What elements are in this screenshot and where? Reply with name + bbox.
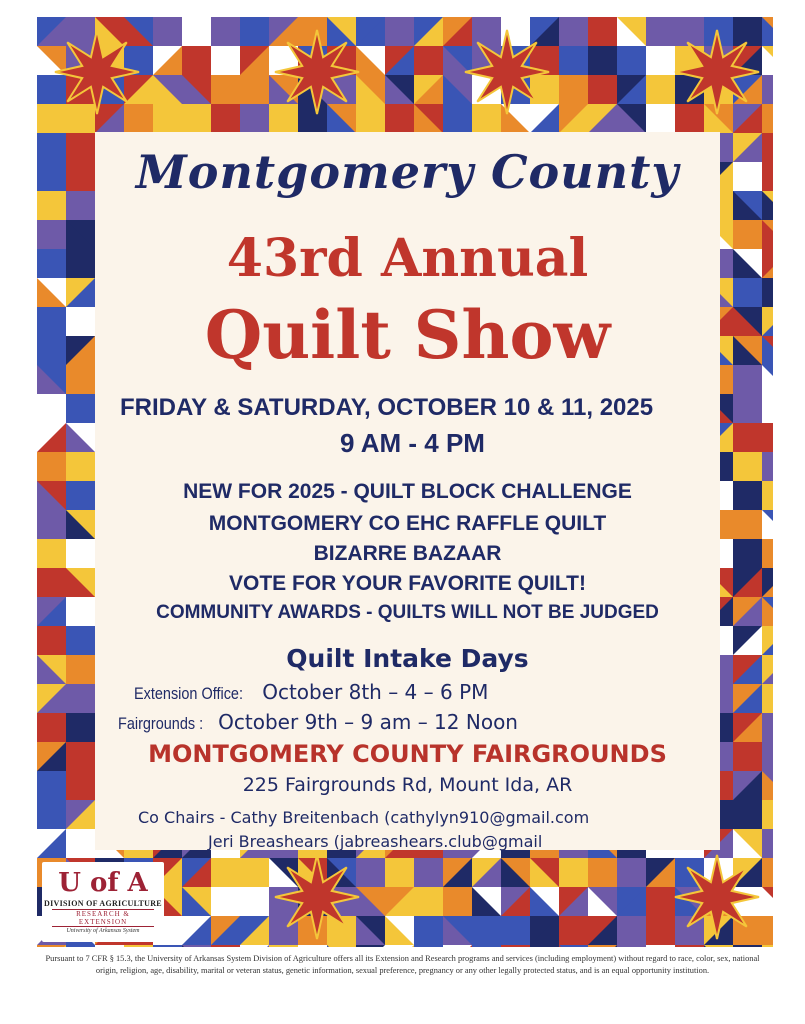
- feature-item: MONTGOMERY CO EHC RAFFLE QUILT: [208, 512, 607, 535]
- logo-system-text: University of Arkansas System: [66, 928, 140, 934]
- feature-item: BIZARRE BAZAAR: [313, 542, 502, 565]
- logo-division-text: DIVISION OF AGRICULTURE: [44, 899, 162, 908]
- intake-location-label: Extension Office:: [134, 684, 243, 703]
- intake-row-fairgrounds: [118, 710, 518, 734]
- intake-time: October 8th – 4 – 6 PM: [262, 680, 489, 704]
- venue-name: MONTGOMERY COUNTY FAIRGROUNDS: [148, 740, 667, 768]
- co-chair-contact: Co Chairs - Cathy Breitenbach (cathylyn910@gmail.com: [138, 808, 590, 827]
- uark-logo-mark: U of A: [58, 868, 148, 898]
- feature-item: NEW FOR 2025 - QUILT BLOCK CHALLENGE: [183, 480, 632, 503]
- nondiscrimination-disclaimer: Pursuant to 7 CFR § 15.3, the University of Arkansas System Division of Agriculture offers all its Extension and Research programs and services (including employment) without regard to race, color, sex, national origin, religion, age, disability, marital or veteran status, genetic information, sexual preference, pregnancy or any other legally protected status, and is an equal opportunity institution.: [45, 954, 760, 975]
- intake-location-label: Fairgrounds :: [118, 714, 204, 733]
- intake-row-extension: [134, 680, 488, 704]
- intake-time: October 9th – 9 am – 12 Noon: [218, 710, 518, 734]
- uark-division-logo: [42, 862, 164, 942]
- intake-heading: Quilt Intake Days: [286, 644, 529, 673]
- feature-item: COMMUNITY AWARDS - QUILTS WILL NOT BE JUDGED: [156, 602, 659, 623]
- edition-title: 43rd Annual: [226, 228, 589, 289]
- event-title: Quilt Show: [204, 296, 611, 374]
- logo-research-text: RESEARCH & EXTENSION: [52, 909, 154, 927]
- feature-item: VOTE FOR YOUR FAVORITE QUILT!: [228, 572, 586, 595]
- venue-address: 225 Fairgrounds Rd, Mount Ida, AR: [242, 774, 573, 796]
- county-title: Montgomery County: [135, 145, 680, 199]
- event-dates: FRIDAY & SATURDAY, OCTOBER 10 & 11, 2025: [120, 394, 654, 421]
- co-chair-contact: Jeri Breashears (jabreashears.club@gmail: [208, 832, 543, 851]
- event-hours: 9 AM - 4 PM: [340, 428, 485, 458]
